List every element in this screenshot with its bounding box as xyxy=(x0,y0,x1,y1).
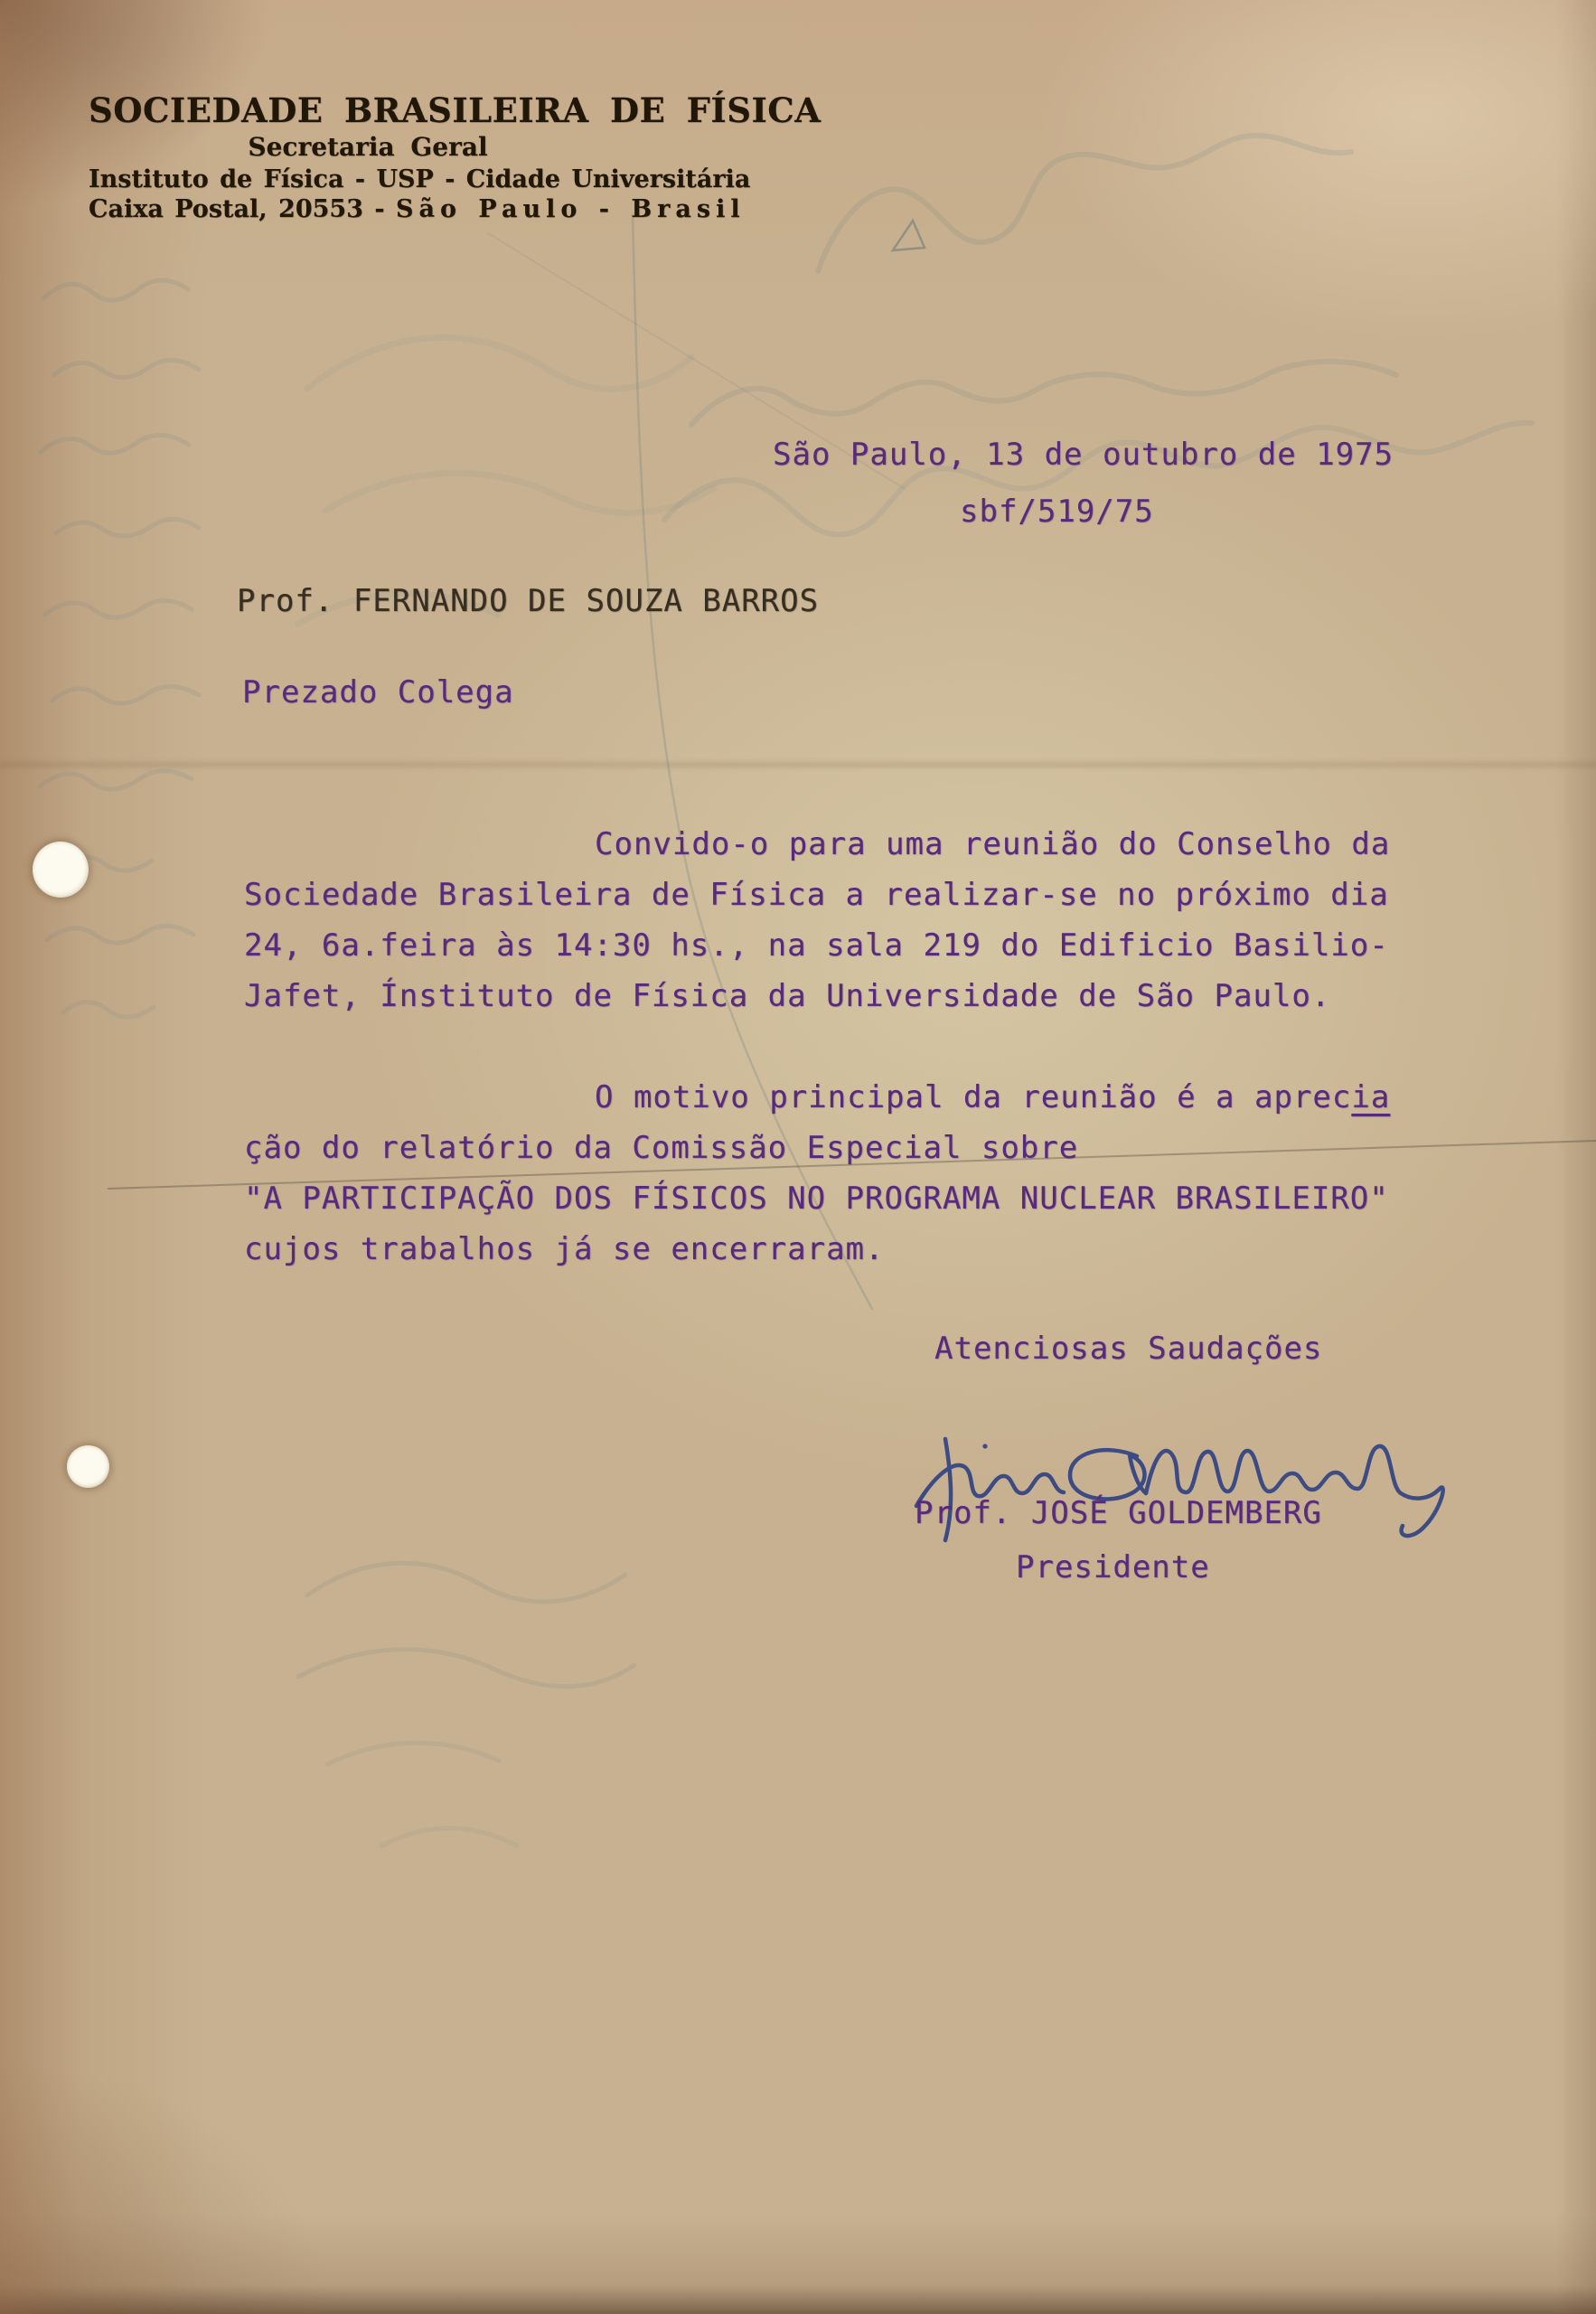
letterhead-address xyxy=(89,195,746,223)
body-line: ção do relatório da Comissão Especial sobre xyxy=(244,1130,1079,1166)
letterhead-address-city: São Paulo - Brasil xyxy=(395,195,746,223)
closing: Atenciosas Saudações xyxy=(934,1331,1323,1367)
letterhead-address-prefix: Caixa Postal, 20553 - xyxy=(89,195,396,223)
body-paragraph xyxy=(244,1072,1390,1173)
body-line: O motivo principal da reunião é a aprecia xyxy=(595,1079,1391,1115)
addressee: Prof. FERNANDO DE SOUZA BARROS xyxy=(237,583,820,619)
body-line: cujos trabalhos já se encerraram. xyxy=(244,1231,885,1267)
body-paragraph xyxy=(244,819,1390,1021)
body-paragraph xyxy=(244,1224,1390,1275)
handwriting-bleedthrough-top xyxy=(664,136,1532,535)
letterhead-org: SOCIEDADE BRASILEIRA DE FÍSICA xyxy=(89,90,821,130)
handwriting-bleedthrough-mid xyxy=(298,337,714,624)
punch-hole xyxy=(67,1445,109,1488)
body-paragraph xyxy=(244,1173,1390,1224)
body-line: Jafet, Ínstituto de Física da Universidade de São Paulo. xyxy=(244,978,1331,1014)
punch-hole xyxy=(33,842,89,898)
handwriting-bleedthrough-bottom xyxy=(298,1563,634,1846)
fold-band xyxy=(0,759,1596,770)
body-line: Convido-o para uma reunião do Conselho da xyxy=(595,826,1391,862)
signer-title: Presidente xyxy=(1016,1549,1210,1585)
body-line: "A PARTICIPAÇÃO DOS FÍSICOS NO PROGRAMA NUCLEAR BRASILEIRO" xyxy=(244,1181,1389,1217)
salutation: Prezado Colega xyxy=(242,674,514,710)
reference-number: sbf/519/75 xyxy=(960,494,1154,530)
signer-name: Prof. JOSÉ GOLDEMBERG xyxy=(915,1495,1322,1531)
letterhead-dept: Secretaria Geral xyxy=(248,132,488,162)
body-line: Sociedade Brasileira de Física a realizar-se no próximo dia xyxy=(244,877,1389,913)
body-line: 24, 6a.feira às 14:30 hs., na sala 219 do Edificio Basilio- xyxy=(244,927,1389,964)
letterhead-institute: Instituto de Física - USP - Cidade Universitária xyxy=(89,165,751,193)
handwriting-bleedthrough-left xyxy=(40,280,199,1017)
letter-body xyxy=(244,819,1390,1275)
letterhead xyxy=(89,90,821,223)
date-line: São Paulo, 13 de outubro de 1975 xyxy=(773,437,1394,473)
